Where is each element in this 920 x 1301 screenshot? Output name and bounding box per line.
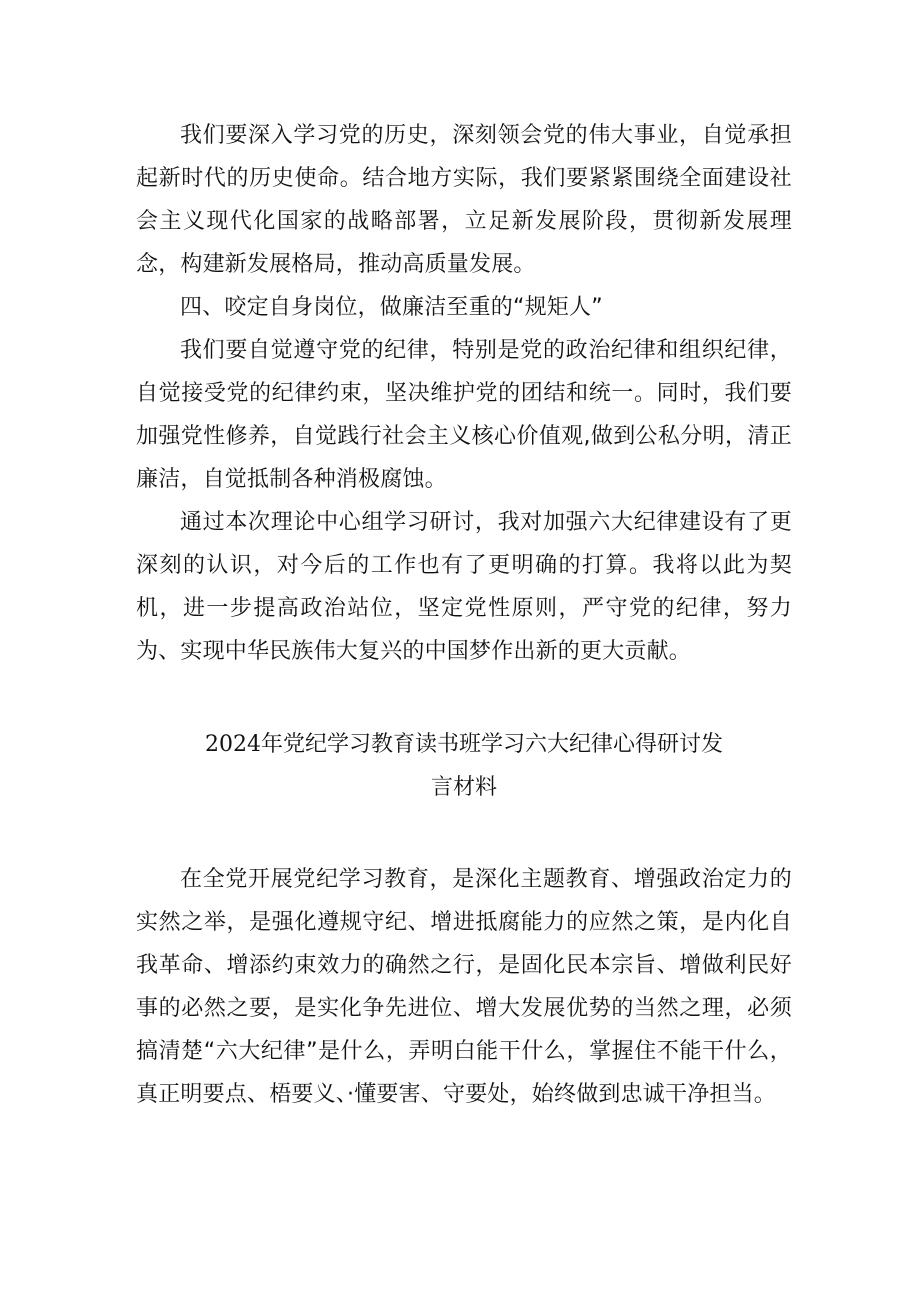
document-title	[136, 723, 792, 809]
section-heading-four: 四、咬定自身岗位，做廉洁至重的“规矩人”	[180, 295, 603, 320]
paragraph-history: 我们要深入学习党的历史，深刻领会党的伟大事业，自觉承担起新时代的历史使命。结合地方实际，我们要紧紧围绕全面建设社会主义现代化国家的战略部署，立足新发展阶段，贯彻新发展理念，构建新发展格局，推动高质量发展。	[136, 123, 792, 277]
paragraph-discipline: 我们要自觉遵守党的纪律，特别是党的政治纪律和组织纪律，自觉接受党的纪律约束，坚决维护党的团结和统一。同时，我们要加强党性修养，自觉践行社会主义核心价值观,做到公私分明，清正廉洁，自觉抵制各种消极腐蚀。	[136, 338, 792, 492]
paragraph-conclusion: 通过本次理论中心组学习研讨，我对加强六大纪律建设有了更深刻的认识，对今后的工作也有了更明确的打算。我将以此为契机，进一步提高政治站位，坚定党性原则，严守党的纪律，努力为、实现中华民族伟大复兴的中国梦作出新的更大贡献。	[136, 510, 792, 664]
document-title-line-1: 2024年党纪学习教育读书班学习六大纪律心得研讨发	[205, 732, 723, 757]
paragraph-intro: 在全党开展党纪学习教育，是深化主题教育、增强政治定力的实然之举，是强化遵规守纪、增进抵腐能力的应然之策，是内化自我革命、增添约束效力的确然之行，是固化民本宗旨、增做利民好事的必然之要，是实化争先进位、增大发展优势的当然之理，必须搞清楚“六大纪律”是什么，弄明白能干什么，掌握住不能干什么，真正明要点、梧要义、·懂要害、守要处，始终做到忠诚干净担当。	[136, 867, 792, 1107]
document-title-line-2: 言材料	[430, 775, 497, 800]
